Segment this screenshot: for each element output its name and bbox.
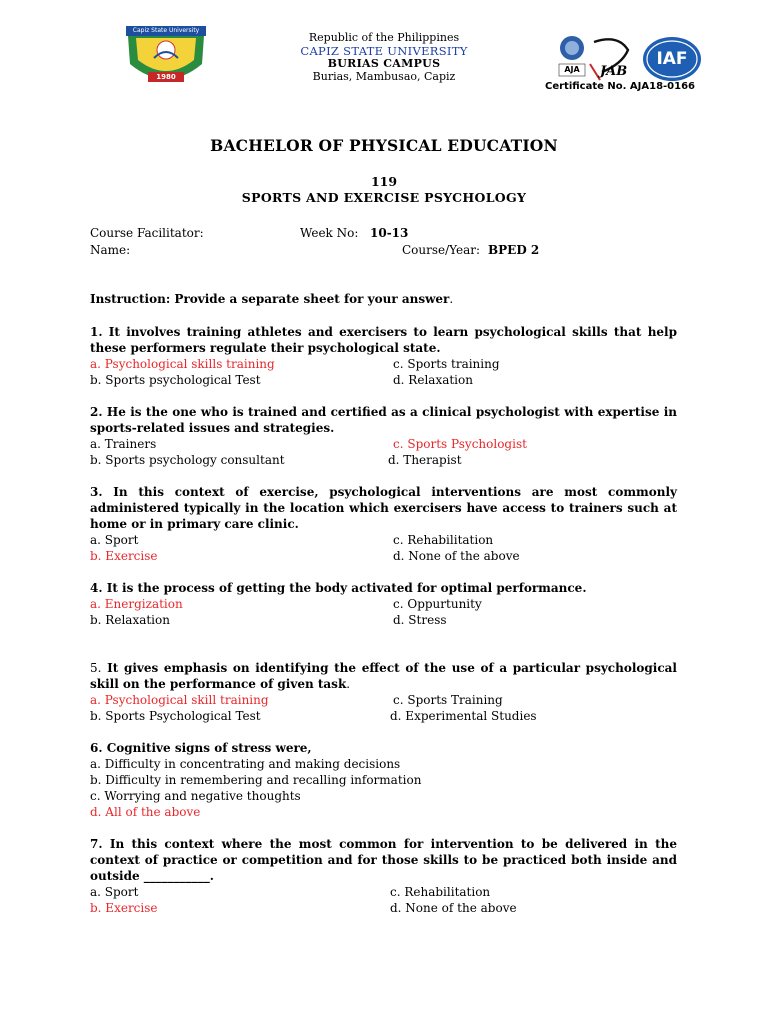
option-3c: c. Rehabilitation bbox=[393, 533, 494, 547]
option-2a: a. Trainers bbox=[90, 437, 157, 451]
question-text: It involves training athletes and exercisers to learn psychological skills that help these performers regulate their psychological state. bbox=[90, 325, 677, 355]
question-text: In this context of exercise, psychological interventions are most commonly administered typically in the location which exercisers have access to trainers such at home or in primary care clinic. bbox=[90, 485, 677, 531]
option-4a: a. Energization bbox=[90, 597, 183, 611]
option-6b: b. Difficulty in remembering and recalling information bbox=[90, 773, 422, 787]
campus-address: Burias, Mambusao, Capiz bbox=[312, 70, 456, 83]
logo-year: 1980 bbox=[156, 73, 176, 81]
question-2 bbox=[90, 404, 677, 436]
option-1a: a. Psychological skills training bbox=[90, 357, 275, 371]
question-text: Cognitive signs of stress were, bbox=[106, 741, 312, 755]
week-label: Week No: bbox=[300, 226, 359, 240]
option-7a: a. Sport bbox=[90, 885, 139, 899]
option-5b: b. Sports Psychological Test bbox=[90, 709, 261, 723]
university-name: CAPIZ STATE UNIVERSITY bbox=[300, 44, 468, 58]
instruction-text: Instruction: Provide a separate sheet for your answer. bbox=[90, 292, 454, 306]
option-3a: a. Sport bbox=[90, 533, 139, 547]
program-title: BACHELOR OF PHYSICAL EDUCATION bbox=[210, 136, 558, 155]
iaf-logo bbox=[642, 36, 702, 82]
option-1d: d. Relaxation bbox=[393, 373, 473, 387]
question-number: 4. bbox=[90, 581, 103, 595]
option-6d: d. All of the above bbox=[90, 805, 201, 819]
question-number: 6. bbox=[90, 741, 103, 755]
option-4b: b. Relaxation bbox=[90, 613, 170, 627]
option-5d: d. Experimental Studies bbox=[390, 709, 537, 723]
certificate-number: Certificate No. AJA18-0166 bbox=[545, 81, 696, 92]
question-number: 7. bbox=[90, 837, 103, 851]
option-5c: c. Sports Training bbox=[393, 693, 503, 707]
question-6 bbox=[90, 740, 677, 756]
name-label: Name: bbox=[90, 243, 131, 257]
question-text: It gives emphasis on identifying the effect of the use of a particular psychological skill on the performance of given task bbox=[90, 661, 677, 691]
course-number: 119 bbox=[370, 174, 398, 189]
course-name: SPORTS AND EXERCISE PSYCHOLOGY bbox=[241, 190, 527, 205]
option-7c: c. Rehabilitation bbox=[390, 885, 491, 899]
question-number: 2. bbox=[90, 405, 103, 419]
jab-logo bbox=[588, 36, 634, 86]
option-3b: b. Exercise bbox=[90, 549, 158, 563]
republic-text: Republic of the Philippines bbox=[308, 31, 460, 44]
question-text: In this context where the most common for intervention to be delivered in the context of practice or competition and for those skills to be practiced both inside and outside ___________. bbox=[90, 837, 677, 883]
question-number: 3. bbox=[90, 485, 103, 499]
logo-text-top: Capiz State University bbox=[132, 27, 200, 34]
aja-logo bbox=[557, 34, 587, 80]
question-1 bbox=[90, 324, 677, 356]
option-2c: c. Sports Psychologist bbox=[393, 437, 527, 451]
week-value: 10-13 bbox=[370, 226, 409, 240]
option-3d: d. None of the above bbox=[393, 549, 520, 563]
option-1b: b. Sports psychological Test bbox=[90, 373, 261, 387]
campus-name: BURIAS CAMPUS bbox=[327, 57, 441, 70]
question-4 bbox=[90, 580, 677, 596]
question-text: It is the process of getting the body activated for optimal performance. bbox=[106, 581, 587, 595]
question-number: 5. bbox=[90, 661, 102, 675]
question-7 bbox=[90, 836, 677, 884]
course-year-value: BPED 2 bbox=[488, 243, 540, 257]
option-7b: b. Exercise bbox=[90, 901, 158, 915]
option-1c: c. Sports training bbox=[393, 357, 500, 371]
option-5a: a. Psychological skill training bbox=[90, 693, 269, 707]
question-text: He is the one who is trained and certified as a clinical psychologist with expertise in sports-related issues and strategies. bbox=[90, 405, 677, 435]
facilitator-label: Course Facilitator: bbox=[90, 226, 204, 240]
option-6a: a. Difficulty in concentrating and making decisions bbox=[90, 757, 401, 771]
option-2d: d. Therapist bbox=[388, 453, 462, 467]
question-number: 1. bbox=[90, 325, 103, 339]
question-3 bbox=[90, 484, 677, 532]
jab-label: JAB bbox=[600, 64, 628, 79]
option-2b: b. Sports psychology consultant bbox=[90, 453, 285, 467]
iaf-label: IAF bbox=[656, 49, 688, 69]
option-4d: d. Stress bbox=[393, 613, 447, 627]
option-7d: d. None of the above bbox=[390, 901, 517, 915]
course-year-label: Course/Year: bbox=[402, 243, 481, 257]
aja-label: AJA bbox=[564, 65, 580, 74]
question-5: 5. It gives emphasis on identifying the effect of the use of a particular psychological skill on the performance of given task. bbox=[90, 661, 677, 691]
option-6c: c. Worrying and negative thoughts bbox=[90, 789, 301, 803]
option-4c: c. Oppurtunity bbox=[393, 597, 482, 611]
